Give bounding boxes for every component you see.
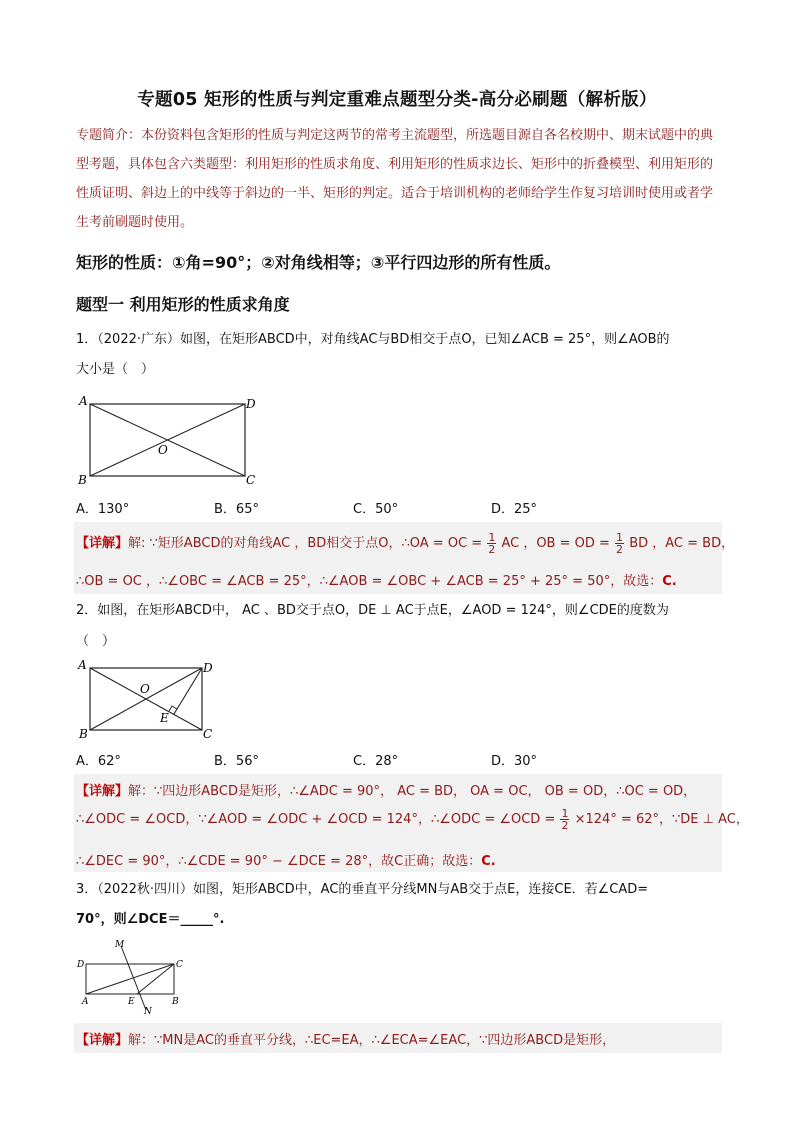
- q1-answer-text-d: ∴OB = OC ，∴∠OBC = ∠ACB = 25°，∴∠AOB = ∠OBC + ∠ACB = 25° + 25° = 50°，故选：: [76, 574, 663, 589]
- q2-label-e: E: [160, 711, 169, 725]
- q1-answer-box: [74, 522, 735, 594]
- q1-label-o: O: [158, 443, 168, 457]
- q1-figure: [76, 392, 266, 488]
- q1-answer-choice: C.: [662, 574, 677, 589]
- q1-label-b: B: [78, 473, 87, 487]
- rectangle-properties: 矩形的性质：①角=90°；②对角线相等；③平行四边形的所有性质。: [76, 253, 561, 272]
- q1-fraction-2: [615, 532, 624, 555]
- q2-frac-den: 2: [561, 819, 569, 832]
- q2-label-d: D: [203, 661, 213, 675]
- q1-answer-text-a: 解: ∵矩形ABCD的对角线AC ，BD相交于点O，∴OA = OC =: [128, 536, 483, 551]
- q3-label-b: B: [172, 997, 179, 1007]
- q1-frac1-den: 2: [488, 543, 496, 556]
- answer-tag-2: 【详解】: [76, 784, 129, 799]
- q3-text-line1: 3．（2022秋·四川）如图，矩形ABCD中，AC的垂直平分线MN与AB交于点E，连接CE．若∠CAD=: [76, 882, 649, 897]
- q2-option-a[interactable]: A．62°: [76, 754, 121, 769]
- q2-figure: [76, 656, 226, 744]
- q2-answer-choice: C.: [481, 854, 496, 869]
- q3-figure: [72, 938, 197, 1018]
- q1-text-line2: 大小是（ ）: [76, 362, 155, 377]
- q3-text-line2: 70°，则∠DCE＝_____°.: [76, 912, 225, 927]
- q3-label-d: D: [77, 960, 85, 970]
- q2-fraction: [560, 808, 569, 831]
- q2-options: [76, 750, 676, 770]
- q2-answer-text-b: ∴∠ODC = ∠OCD，∵∠AOD = ∠ODC + ∠OCD = 124°，∴∠ODC = ∠OCD =: [76, 812, 556, 827]
- q2-segment-de: [174, 668, 202, 714]
- q2-option-b[interactable]: B．56°: [214, 754, 259, 769]
- q1-text-line1: 1．（2022·广东）如图，在矩形ABCD中，对角线AC与BD相交于点O，已知∠ACB = 25°，则∠AOB的: [76, 332, 670, 347]
- q2-label-a: A: [78, 658, 87, 672]
- q1-option-d[interactable]: D．25°: [491, 502, 538, 517]
- q1-frac2-den: 2: [616, 543, 624, 556]
- q3-answer-line1: [76, 1029, 615, 1048]
- q2-option-c[interactable]: C．28°: [353, 754, 399, 769]
- q2-answer-line1: [76, 780, 696, 799]
- q3-label-c: C: [176, 960, 183, 970]
- q1-option-b[interactable]: B．65°: [214, 502, 259, 517]
- q2-text-line2: （ ）: [76, 634, 116, 649]
- section-heading: 题型一 利用矩形的性质求角度: [76, 295, 290, 314]
- q1-option-c[interactable]: C．50°: [353, 502, 399, 517]
- answer-tag-3: 【详解】: [76, 1033, 129, 1048]
- q2-answer-line2: [76, 808, 749, 831]
- q2-answer-text-d: ∴∠DEC = 90°，∴∠CDE = 90° − ∠DCE = 28°，故C正确；故选：: [76, 854, 482, 869]
- q3-label-n: N: [144, 1007, 152, 1017]
- q1-frac1-num: 1: [488, 531, 496, 544]
- q3-label-e: E: [128, 997, 135, 1007]
- topic-intro: 专题简介：本份资料包含矩形的性质与判定这两节的常考主流题型，所选题目源自各名校期中、期末试题中的典型考题，具体包含六类题型：利用矩形的性质求角度、利用矩形的性质求边长、矩形中的折叠模型、利用矩形的性质证明、斜边上的中线等于斜边的一半、矩形的判定。适合于培训机构的老师给学生作复习培训时使用或者学生考前刷题时使用。: [76, 128, 714, 230]
- q1-options: [76, 498, 676, 518]
- q1-answer-text-c: BD ，AC = BD，: [629, 536, 735, 551]
- q1-label-d: D: [246, 397, 256, 411]
- q2-label-o: O: [140, 682, 150, 696]
- q2-frac-num: 1: [561, 807, 569, 820]
- q3-label-m: M: [115, 940, 125, 950]
- q2-label-b: B: [79, 727, 88, 741]
- q2-label-c: C: [203, 727, 213, 741]
- q1-label-a: A: [79, 394, 88, 408]
- q1-fraction-1: [487, 532, 496, 555]
- q1-answer-line2: [76, 570, 677, 589]
- q2-answer-line3: [76, 850, 496, 869]
- q1-label-c: C: [246, 473, 256, 487]
- q1-frac2-num: 1: [616, 531, 624, 544]
- q1-answer-text-b: AC ，OB = OD =: [501, 536, 610, 551]
- q2-answer-text-c: ×124° = 62°，∵DE ⊥ AC，: [574, 812, 749, 827]
- q3-segment-ce: [137, 964, 174, 994]
- page-title: 专题05 矩形的性质与判定重难点题型分类-高分必刷题（解析版）: [137, 90, 657, 110]
- q3-answer-box: [74, 1023, 722, 1053]
- q2-text-line1: 2．如图，在矩形ABCD中， AC 、BD交于点O，DE ⊥ AC于点E，∠AOD = 124°，则∠CDE的度数为: [76, 603, 669, 618]
- q2-answer-box: [74, 774, 749, 872]
- q3-answer-text: 解：∵MN是AC的垂直平分线，∴EC=EA，∴∠ECA=∠EAC，∵四边形ABCD是矩形，: [128, 1033, 616, 1048]
- q2-answer-text-a: 解：∵四边形ABCD是矩形，∴∠ADC = 90°， AC = BD， OA = OC， OB = OD，∴OC = OD，: [128, 784, 697, 799]
- q1-option-a[interactable]: A．130°: [76, 502, 130, 517]
- q1-answer-line1: [76, 532, 734, 555]
- answer-tag: 【详解】: [76, 536, 129, 551]
- q2-option-d[interactable]: D．30°: [491, 754, 538, 769]
- q3-label-a: A: [82, 997, 89, 1007]
